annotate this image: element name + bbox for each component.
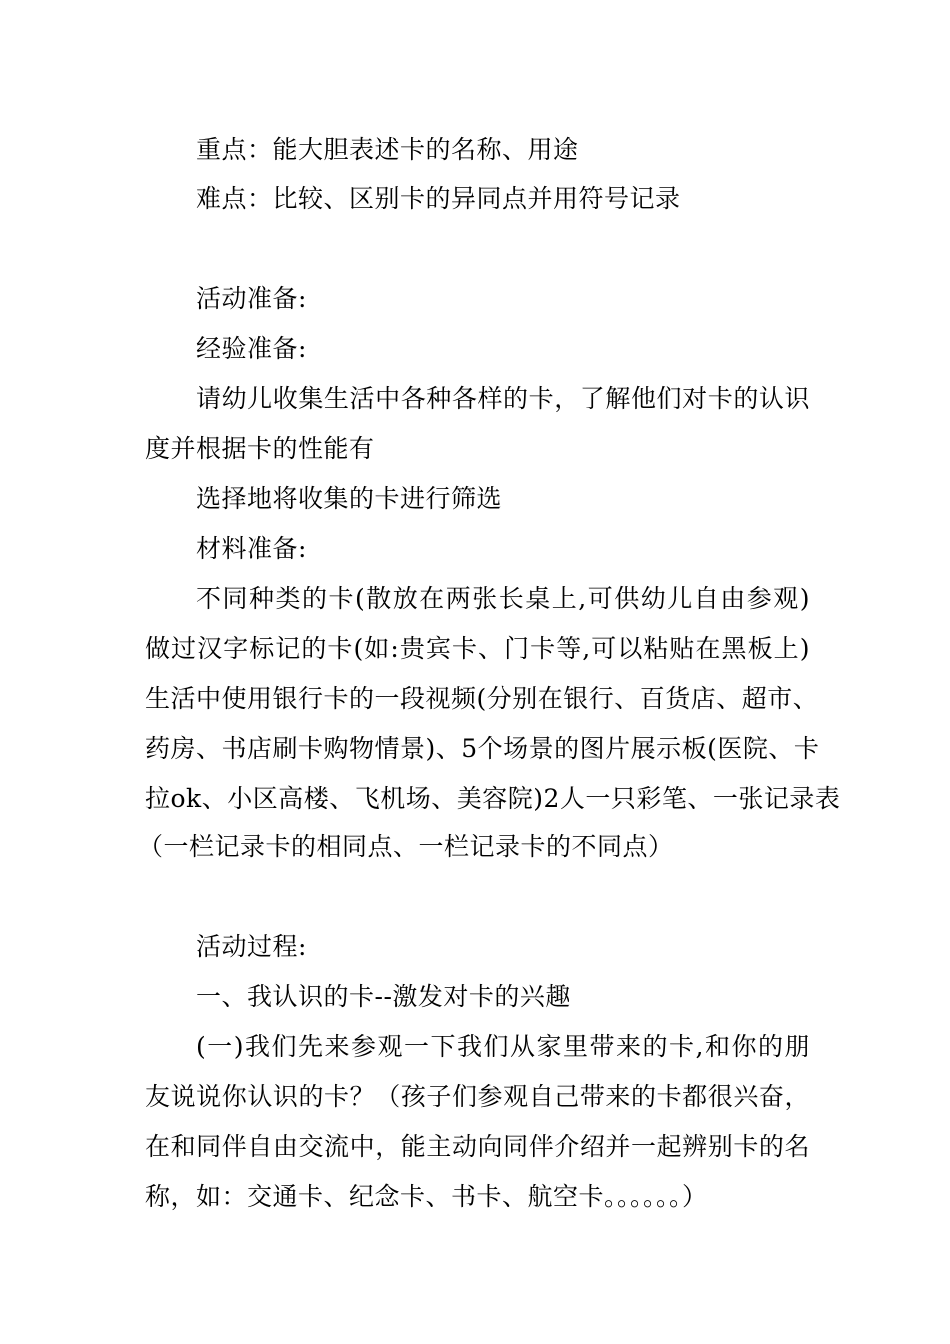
difficulty-line: 难点：比较、区别卡的异同点并用符号记录 [196, 184, 681, 213]
paragraph-line: 选择地将收集的卡进行筛选 [196, 484, 503, 513]
paragraph-line: （一栏记录卡的相同点、一栏记录卡的不同点） [138, 832, 674, 861]
subheading-materials: 材料准备: [196, 534, 307, 563]
section-heading-preparation: 活动准备: [196, 284, 307, 313]
section-heading-process: 活动过程: [196, 932, 307, 961]
paragraph-line: 生活中使用银行卡的一段视频(分别在银行、百货店、超市、 [145, 684, 819, 713]
paragraph-line: 拉ok、小区高楼、飞机场、美容院)2人一只彩笔、一张记录表 [145, 784, 841, 813]
paragraph-line: (一)我们先来参观一下我们从家里带来的卡,和你的朋 [196, 1032, 810, 1061]
paragraph-line: 友说说你认识的卡？（孩子们参观自己带来的卡都很兴奋， [145, 1082, 810, 1111]
paragraph-line: 请幼儿收集生活中各种各样的卡，了解他们对卡的认识 [196, 384, 810, 413]
paragraph-line: 度并根据卡的性能有 [145, 434, 375, 463]
subheading-step-one: 一、我认识的卡--激发对卡的兴趣 [196, 982, 571, 1011]
paragraph-line: 称，如：交通卡、纪念卡、书卡、航空卡。。。。。。） [145, 1182, 708, 1211]
paragraph-line: 不同种类的卡(散放在两张长桌上,可供幼儿自由参观) [196, 584, 810, 613]
key-point-line: 重点：能大胆表述卡的名称、用途 [196, 135, 579, 164]
paragraph-line: 药房、书店刷卡购物情景)、5个场景的图片展示板(医院、卡 [145, 734, 820, 763]
paragraph-line: 在和同伴自由交流中，能主动向同伴介绍并一起辨别卡的名 [145, 1132, 810, 1161]
paragraph-line: 做过汉字标记的卡(如:贵宾卡、门卡等,可以粘贴在黑板上) [145, 634, 810, 663]
subheading-experience: 经验准备: [196, 334, 307, 363]
